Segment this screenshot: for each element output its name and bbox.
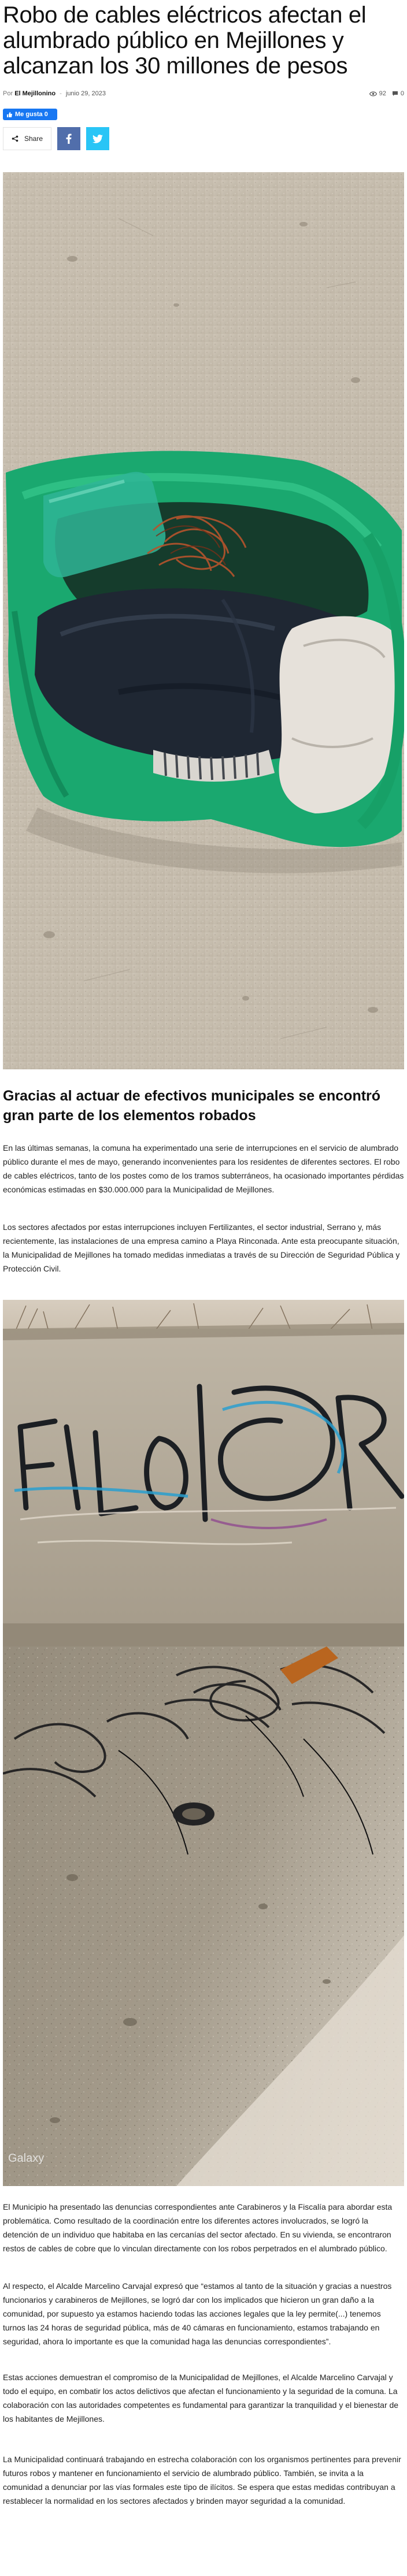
author-link[interactable]: El Mejillonino <box>14 90 56 97</box>
comments-count[interactable] <box>392 90 404 97</box>
share-bar <box>3 126 109 151</box>
eye-icon <box>369 91 377 96</box>
article-stats <box>369 90 404 97</box>
share-button[interactable] <box>3 127 51 150</box>
thumbs-up-icon <box>6 111 13 118</box>
paragraph-5: Estas acciones demuestran el compromiso de la Municipalidad de Mejillones, el Alcalde Marcelino Carvajal y todo el equipo, en combatir los actos delictivos que afectan el funcionamiento y la seguridad de la comuna. La colaboración con las autoridades competentes es fundamental para garantizar la tranquilidad y el bienestar de los habitantes de Mejillones. <box>3 2373 399 2423</box>
paragraph-3: El Municipio ha presentado las denuncias correspondientes ante Carabineros y la Fiscalía para abordar esta problemática. Como resultado de la coordinación entre los diferentes actores involucrados, se logró la detención de un individuo que habitaba en las cercanías del sector afectado. En su vivienda, se encontraron restos de cables de cobre que lo vinculan directamente con los robos perpetrados en el alumbrado público. <box>3 2202 393 2253</box>
article-meta <box>3 90 404 99</box>
comment-icon <box>392 91 398 96</box>
paragraph-1: En las últimas semanas, la comuna ha experimentado una serie de interrupciones en el servicio de alumbrado público durante el mes de mayo, generando inconvenientes para los residentes de diferentes sectores. El robo de cables eléctricos, tanto de los postes como de los tramos subterráneos, ha ocasionado importantes pérdidas económicas estimadas en $30.000.000 para la Municipalidad de Mejillones. <box>3 1143 404 1194</box>
facebook-icon <box>66 133 72 144</box>
facebook-share-button[interactable] <box>57 127 80 150</box>
paragraph-4: Al respecto, el Alcalde Marcelino Carvajal expresó que “estamos al tanto de la situación y gracias a nuestros funcionarios y carabineros de Mejillones, se logró dar con los implicados que hicieron un gran daño a la comunidad, por supuesto ya estamos haciendo todas las acciones legales que la ley permite(...) tenemos turnos las 24 horas de seguridad pública, más de 40 cámaras en funcionamiento, estamos trabajando en seguridad, ahora lo importante es que la comunidad haga las denuncias correspondientes”. <box>3 2281 392 2346</box>
paragraph-6: La Municipalidad continuará trabajando en estrecha colaboración con los organismos pertinentes para prevenir futuros robos y mantener en funcionamiento el servicio de alumbrado público. También, se invita a la comunidad a denunciar por las vías formales este tipo de ilícitos. Se espera que estas medidas contribuyan a restablecer la normalidad en los sectores afectados y brinden mayor seguridad a la comunidad. <box>3 2455 401 2506</box>
article-subheading: Gracias al actuar de efectivos municipales se encontró gran parte de los elementos robados <box>3 1088 381 1124</box>
share-label: Share <box>24 135 43 143</box>
publish-date: junio 29, 2023 <box>65 90 106 97</box>
comments-value: 0 <box>400 90 404 97</box>
byline-prefix: Por <box>3 90 13 97</box>
photo-watermark: Galaxy <box>8 2152 45 2165</box>
twitter-icon <box>92 135 103 143</box>
views-count <box>369 90 386 97</box>
meta-separator: - <box>60 90 62 97</box>
facebook-like-button[interactable] <box>3 109 57 120</box>
paragraph-2: Los sectores afectados por estas interrupciones incluyen Fertilizantes, el sector industrial, Serrano y, más recientemente, las instalaciones de una empresa camino a Playa Rinconada. Ante esta preocupante situación, la Municipalidad de Mejillones ha tomado medidas inmediatas a través de su Dirección de Seguridad Pública y Protección Civil. <box>3 1222 400 1273</box>
article-photo-graffiti <box>3 1300 404 2186</box>
facebook-like-label: Me gusta 0 <box>15 111 48 118</box>
views-value: 92 <box>379 90 386 97</box>
article-photo-bag <box>3 172 404 1069</box>
share-icon <box>12 135 18 142</box>
article-title: Robo de cables eléctricos afectan el alumbrado público en Mejillones y alcanzan los 30 millones de pesos <box>3 2 367 79</box>
twitter-share-button[interactable] <box>86 127 109 150</box>
